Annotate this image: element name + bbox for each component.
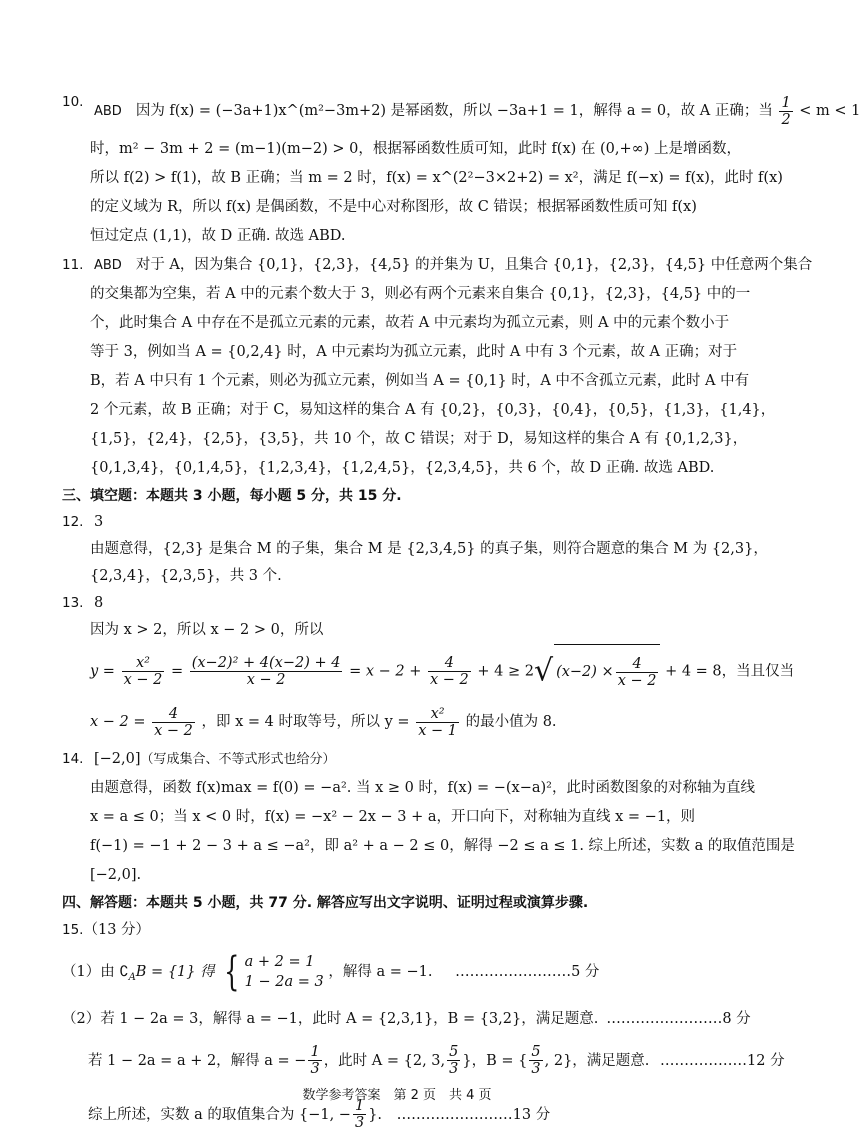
answer-key: [−2,0] [94,751,141,767]
text-line: f(−1) = −1 + 2 − 3 + a ≤ −a²，即 a² + a − 2 ≤ 0，解得 −2 ≤ a ≤ 1. 综上所述，实数 a 的取值范围是 [90,838,795,854]
square-root: (x−2) × $\frac{4}{x - 2}$ [554,644,660,699]
text-line: B，若 A 中只有 1 个元素，则必为孤立元素，例如当 A = {0,1} 时，A 中不含孤立元素，此时 A 中有 [90,373,750,389]
text-line: 的交集都为空集，若 A 中的元素个数大于 3，则必有两个元素来自集合 {0,1}，{2,3}，{4,5} 中的一 [90,286,751,302]
text-line: 所以 f(2) > f(1)，故 B 正确；当 m = 2 时，f(x) = x^(2²−3×2+2) = x²，满足 f(−x) = f(x)，此时 f(x) [90,170,783,186]
question-11 [62,251,813,483]
part-1: （1）由 $∁_AB = \{1\}$ 得 { a + 2 = 1 1 − 2a = 3 ，解得 a = −1. ……………………5 分 [62,949,600,995]
scoring-note: （写成集合、不等式形式也给分） [140,752,336,767]
fraction: $\frac{1}{2}$ [781,94,791,128]
text-line: 时，m² − 3m + 2 = (m−1)(m−2) > 0，根据幂函数性质可知，此时 f(x) 在 (0,+∞) 上是增函数， [90,141,742,157]
text-line: [−2,0]. [90,867,142,883]
fraction: $\frac{\text{x²}}{x - 2}$ [123,655,163,688]
text-line: 由题意得，函数 f(x)max = f(0) = −a². 当 x ≥ 0 时，f(x) = −(x−a)²，此时函数图象的对称轴为直线 [90,780,755,796]
answer-page [62,88,860,1142]
question-number: 13. [62,595,84,611]
score: （13 分） [83,922,151,938]
fraction: $\frac{4}{x - 2}$ [429,655,469,688]
answer-key: 8 [94,595,104,611]
fraction: $\frac{4}{x - 2}$ [154,705,193,739]
text-line: x = a ≤ 0；当 x < 0 时，f(x) = −x² − 2x − 3 + a，开口向下，对称轴为直线 x = −1，则 [90,809,696,825]
part-2-case-2: 若 1 − 2a = a + 2，解得 a = − $\frac{1}{3}$ ，此时 A = {2, 3, $\frac{5}{3}$ }，B = { $\frac{5}{3}$ , 2}，满足题意. ………………12 分 [88,1044,785,1078]
text-line: 对于 A，因为集合 {0,1}，{2,3}，{4,5} 的并集为 U，且集合 {0,1}，{2,3}，{4,5} 中任意两个集合 [135,257,813,273]
question-14 [62,745,795,890]
fraction: $\frac{1}{3}$ [354,1098,365,1132]
fraction: $\frac{\text{x²}}{x - 1}$ [418,705,457,739]
section-heading-fill-in: 三、填空题：本题共 3 小题，每小题 5 分，共 15 分. [62,488,402,504]
fraction: $\frac{1}{3}$ [310,1044,320,1078]
answer-key: ABD [94,258,122,273]
part-2: （2）若 1 − 2a = 3，解得 a = −1，此时 A = {2,3,1}，B = {3,2}，满足题意. ……………………8 分 [62,1010,751,1027]
question-12 [62,509,768,590]
question-number: 14. [62,751,84,767]
question-number: 15. [62,922,84,938]
fraction: $\frac{5}{3}$ [531,1044,541,1078]
text-line: 因为 f(x) = (−3a+1)x^(m²−3m+2) 是幂函数，所以 −3a+1 = 1，解得 a = 0，故 A 正确；当 [135,103,778,119]
text-line: 个，此时集合 A 中存在不是孤立元素的元素，故若 A 中元素均为孤立元素，则 A 中的元素个数小于 [90,315,730,331]
section-heading-solutions: 四、解答题：本题共 5 小题，共 77 分. 解答应写出文字说明、证明过程或演算步骤. [62,895,589,911]
answer-key: ABD [94,104,122,119]
text-line: {1,5}，{2,4}，{2,5}，{3,5}，共 10 个，故 C 错误；对于 D，易知这样的集合 A 有 {0,1,2,3}， [90,431,748,447]
question-13 [62,590,795,745]
text-line: 因为 x > 2，所以 x − 2 > 0，所以 [90,622,324,638]
text-line: 2 个元素，故 B 正确；对于 C，易知这样的集合 A 有 {0,2}，{0,3}，{0,4}，{0,5}，{1,3}，{1,4}， [90,402,776,418]
page-footer: 数学参考答案 第 2 页 共 4 页 [302,1088,492,1103]
text-line: 的定义域为 R，所以 f(x) 是偶函数，不是中心对称图形，故 C 错误；根据幂函数性质可知 f(x) [90,199,697,215]
equation-system: { a + 2 = 1 1 − 2a = 3 [224,949,324,995]
text-line: {0,1,3,4}，{0,1,4,5}，{1,2,3,4}，{1,2,4,5}，{2,3,4,5}，共 6 个，故 D 正确. 故选 ABD. [90,460,715,476]
text-line: 由题意得，{2,3} 是集合 M 的子集，集合 M 是 {2,3,4,5} 的真子集，则符合题意的集合 M 为 {2,3}， [90,541,768,557]
fraction: $\frac{5}{3}$ [449,1044,459,1078]
formula-line: y = $\frac{\text{x²}}{x - 2}$ = $\frac{\text{(x−2)² + 4(x−2) + 4}}{x - 2}$ = x − 2 + $\frac{4}{x - 2}$ + 4 ≥ 2√ (x−2) × $\frac{4}{x - 2}$ + 4 = 8，当且仅当 [90,644,762,699]
text-line: 等于 3，例如当 A = {0,2,4} 时，A 中元素均为孤立元素，此时 A 中有 3 个元素，故 A 正确；对于 [90,344,738,360]
answer-key: 3 [94,514,104,530]
text-line: {2,3,4}，{2,3,5}，共 3 个. [90,568,282,584]
question-number: 11. [62,257,84,273]
question-number: 12. [62,514,84,530]
question-number: 10. [62,94,84,110]
fraction: $\frac{4}{x - 2}$ [617,655,657,689]
text-line: 恒过定点 (1,1)，故 D 正确. 故选 ABD. [90,228,346,244]
fraction: $\frac{\text{(x−2)² + 4(x−2) + 4}}{x - 2}$ [191,655,341,688]
part-2-conclusion: 综上所述，实数 a 的取值集合为 {−1, − $\frac{1}{3}$ }. ……………………13 分 [88,1098,551,1132]
question-15 [62,916,785,1142]
question-10: 10. ABD 因为 f(x) = (−3a+1)x^(m²−3m+2) 是幂函数，所以 −3a+1 = 1，解得 a = 0，故 A 正确；当 $\frac{1}{2}$ < m < 1 时，m² − 3m + 2 = (m−1)(m−2) > 0，根据幂函数性质可知，此时 f(x) 在 (0,+∞) 上是增函数， 所以 f(2) > f(1)，故 B 正确；当 m = 2 时，f(x) = x^(2²−3×2+2) = x²，满足 f(−x) = f(x)，此时 f(x) 的定义域为 R，所以 f(x) 是偶函数，不是中心对称图形，故 C 错误；根据幂函数性质可知 f(x) 恒过定点 (1,1)，故 D 正确. 故选 ABD. [62,88,762,251]
formula-line: x − 2 = $\frac{4}{x - 2}$ ，即 x = 4 时取等号，所以 y = $\frac{\text{x²}}{x - 1}$ 的最小值为 8. [90,705,557,739]
